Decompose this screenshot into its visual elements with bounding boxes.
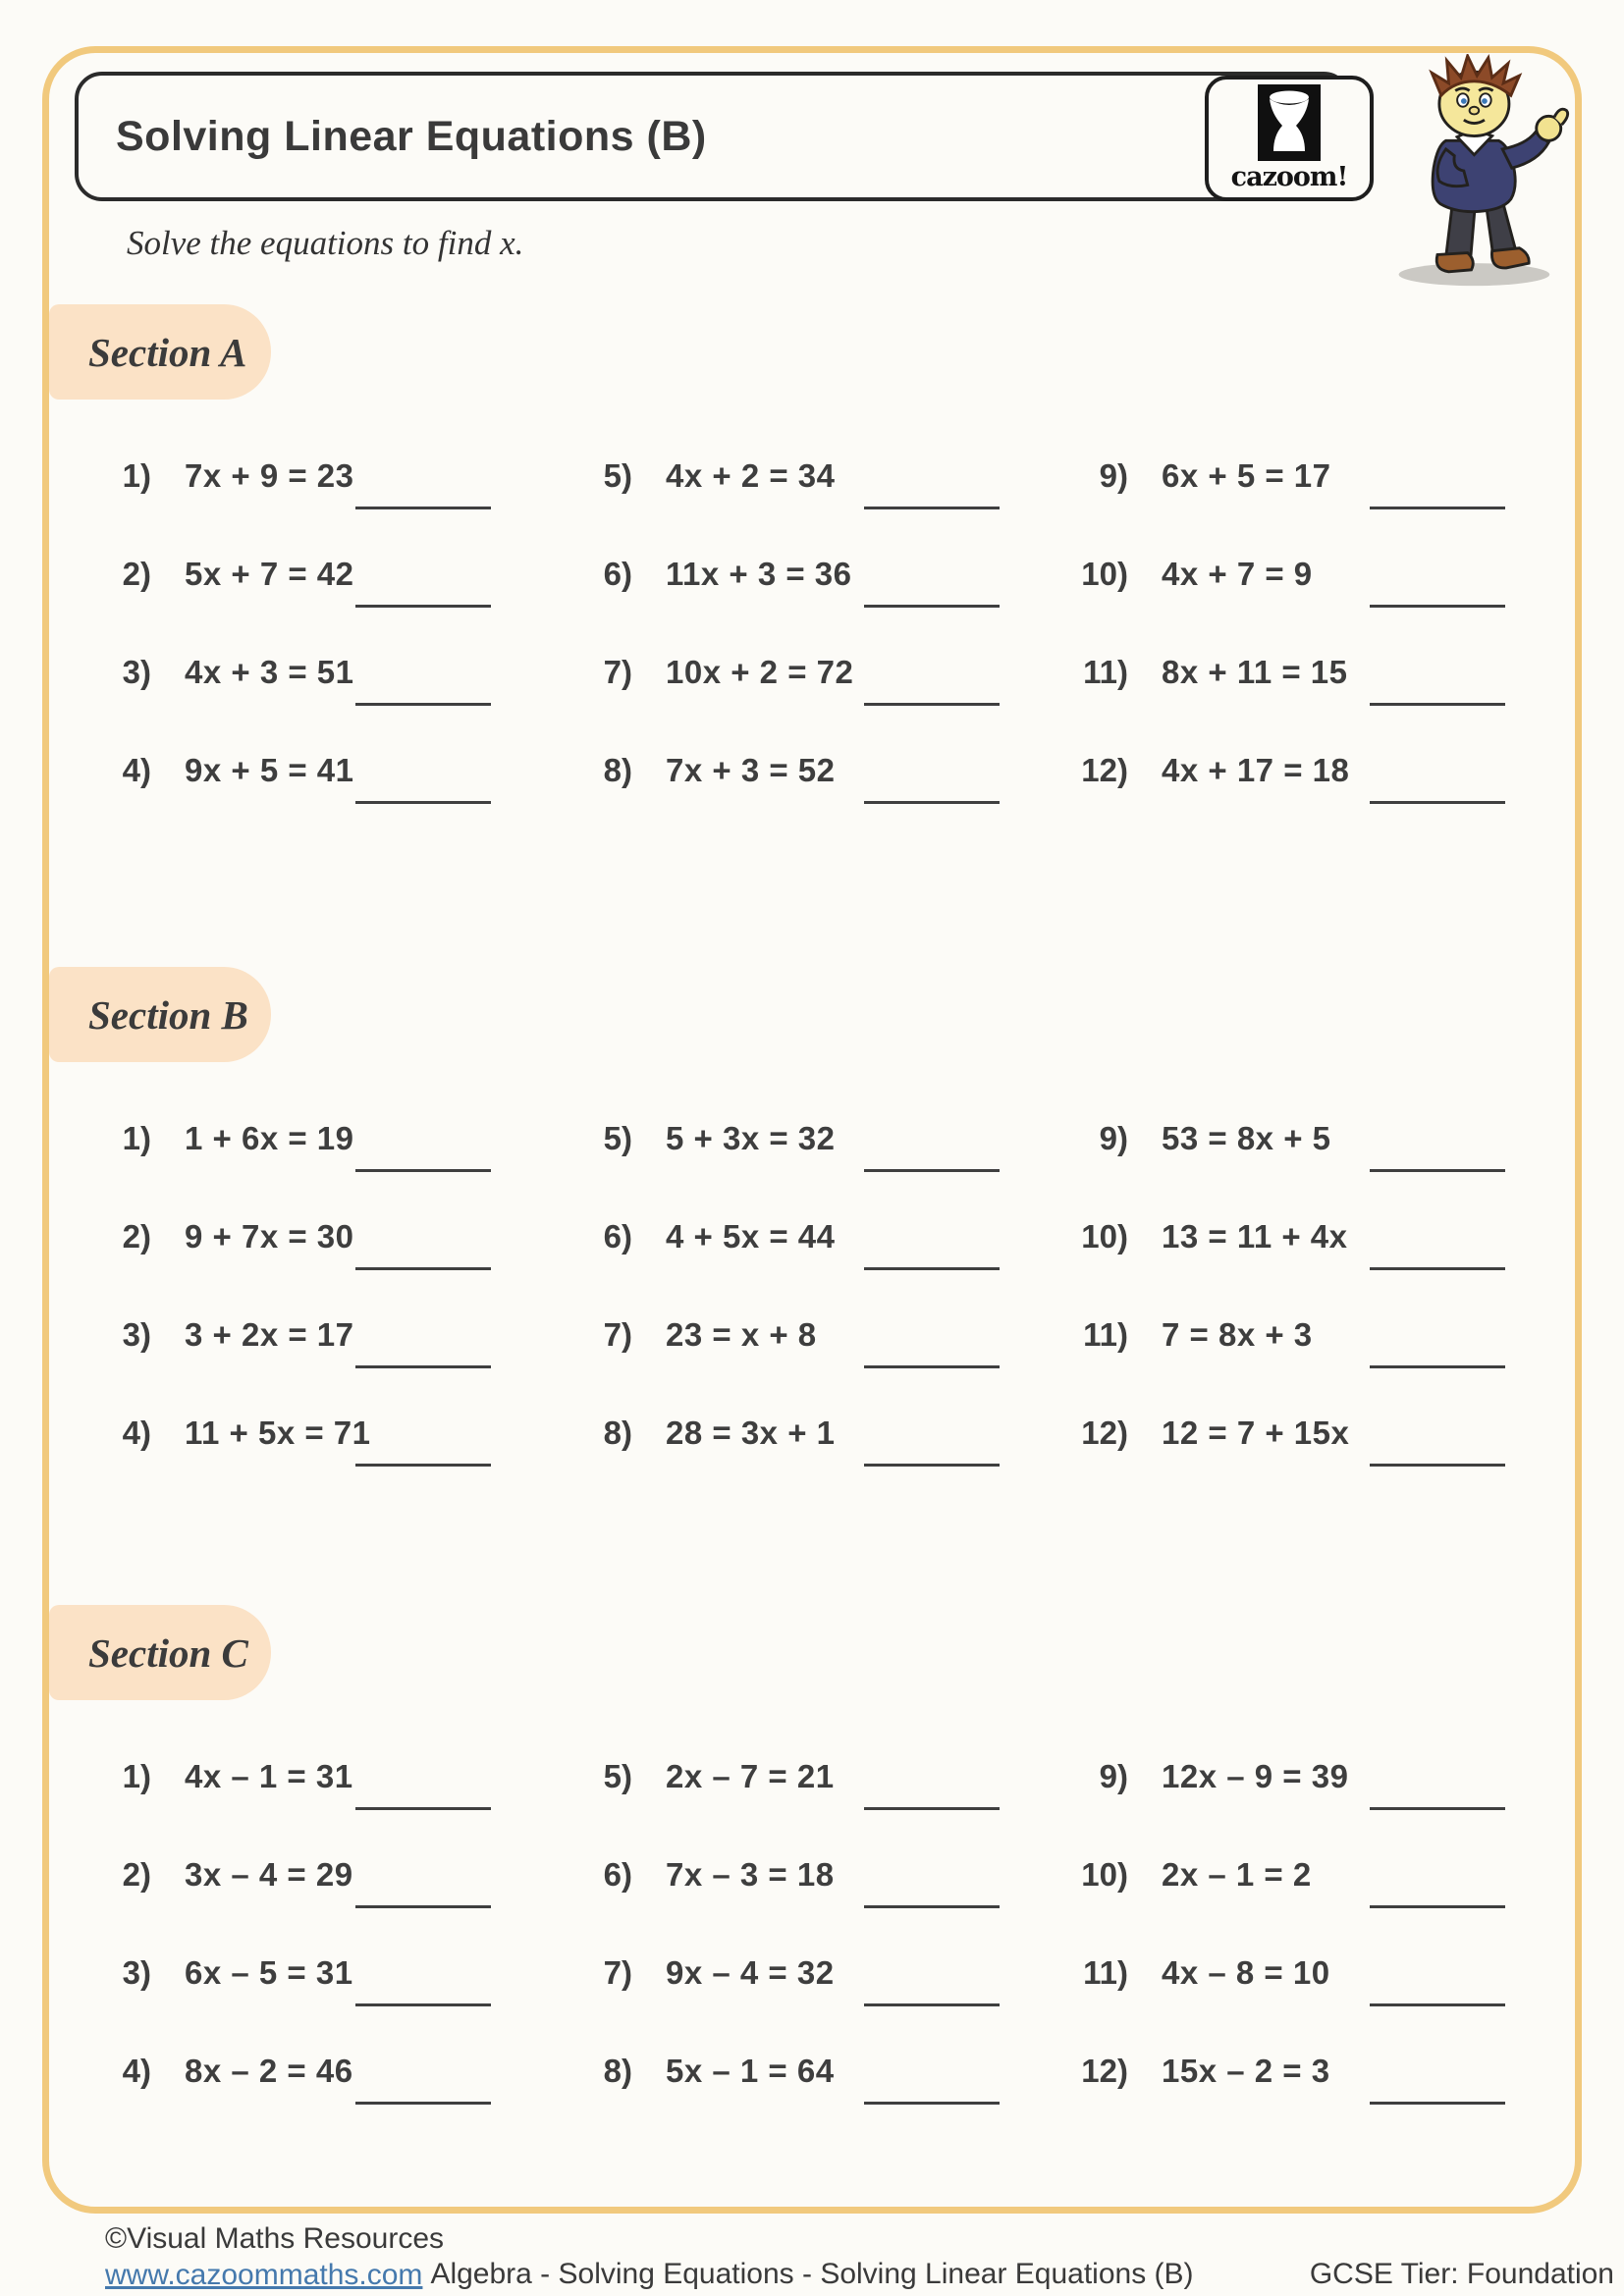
problem-number: 12)	[1081, 2053, 1128, 2089]
equation-text: 15x – 2 = 3	[1162, 2053, 1330, 2089]
equation-text: 4x – 1 = 31	[185, 1758, 353, 1794]
problem-row	[1065, 530, 1532, 628]
answer-line	[355, 1905, 491, 1908]
problem-number: 6)	[603, 1218, 632, 1255]
equation-text: 4x + 7 = 9	[1162, 556, 1313, 592]
answer-line	[1370, 1905, 1505, 1908]
problem-row	[569, 1193, 1065, 1291]
equation-text: 3x – 4 = 29	[185, 1856, 353, 1893]
mascot-boy-thumbs-up-illustration	[1380, 54, 1588, 290]
problem-row	[88, 432, 569, 530]
footer-tier-label: GCSE Tier: Foundation	[1309, 2258, 1614, 2290]
problem-row	[88, 726, 569, 825]
answer-line	[355, 1267, 491, 1270]
problem-number: 10)	[1081, 1218, 1128, 1255]
equation-text: 6x + 5 = 17	[1162, 457, 1331, 494]
problem-row	[88, 1389, 569, 1487]
equation-text: 8x + 11 = 15	[1162, 654, 1348, 690]
problem-row	[569, 1929, 1065, 2027]
problem-row	[569, 1389, 1065, 1487]
problem-number: 6)	[603, 1856, 632, 1893]
equation-text: 11x + 3 = 36	[666, 556, 852, 592]
equation-text: 13 = 11 + 4x	[1162, 1218, 1348, 1255]
problem-number: 11)	[1083, 1316, 1128, 1353]
equation-text: 4 + 5x = 44	[666, 1218, 836, 1255]
answer-line	[864, 1169, 1000, 1172]
equation-text: 9 + 7x = 30	[185, 1218, 354, 1255]
problem-row	[1065, 1193, 1532, 1291]
section-label-text: Section B	[88, 991, 248, 1038]
problem-number: 7)	[603, 1316, 632, 1353]
answer-line	[1370, 1267, 1505, 1270]
equation-text: 4x + 3 = 51	[185, 654, 354, 690]
answer-line	[1370, 2003, 1505, 2006]
answer-line	[1370, 1169, 1505, 1172]
problem-row	[569, 726, 1065, 825]
section-label-text: Section A	[88, 329, 247, 375]
equation-text: 11 + 5x = 71	[185, 1415, 371, 1451]
problem-number: 10)	[1081, 556, 1128, 592]
problem-number: 6)	[603, 556, 632, 592]
problem-number: 2)	[122, 556, 151, 592]
answer-line	[864, 2003, 1000, 2006]
equation-text: 23 = x + 8	[666, 1316, 817, 1353]
problem-number: 4)	[122, 752, 151, 788]
equation-text: 5 + 3x = 32	[666, 1120, 836, 1156]
answer-line	[864, 801, 1000, 804]
problem-row	[88, 1095, 569, 1193]
page-title: Solving Linear Equations (B)	[116, 112, 707, 160]
problem-number: 12)	[1081, 752, 1128, 788]
problem-number: 12)	[1081, 1415, 1128, 1451]
problem-row	[1065, 432, 1532, 530]
problem-number: 10)	[1081, 1856, 1128, 1893]
answer-line	[1370, 1464, 1505, 1467]
answer-line	[355, 2102, 491, 2105]
equation-text: 7x – 3 = 18	[666, 1856, 835, 1893]
problem-row	[88, 1831, 569, 1929]
equation-text: 8x – 2 = 46	[185, 2053, 353, 2089]
problem-number: 4)	[122, 2053, 151, 2089]
problem-row	[88, 1291, 569, 1389]
answer-line	[355, 2003, 491, 2006]
worksheet-title-box	[75, 72, 1351, 201]
logo-wordmark: cazoom!	[1230, 162, 1348, 192]
footer-breadcrumb: Algebra - Solving Equations - Solving Linear Equations (B)	[430, 2258, 1194, 2290]
problem-row	[1065, 2027, 1532, 2125]
equation-text: 28 = 3x + 1	[666, 1415, 836, 1451]
problem-number: 11)	[1083, 1954, 1128, 1991]
section-b	[49, 967, 1532, 1487]
answer-line	[355, 1464, 491, 1467]
problem-number: 8)	[603, 1415, 632, 1451]
problem-number: 1)	[122, 1120, 151, 1156]
answer-line	[1370, 605, 1505, 608]
problem-number: 5)	[603, 1120, 632, 1156]
answer-line	[864, 1807, 1000, 1810]
problem-row	[1065, 1095, 1532, 1193]
problem-row	[569, 1831, 1065, 1929]
copyright-text: ©Visual Maths Resources	[105, 2222, 445, 2255]
equation-text: 4x – 8 = 10	[1162, 1954, 1330, 1991]
problem-number: 9)	[1099, 457, 1128, 494]
problem-grid	[88, 1095, 1532, 1487]
equation-text: 12x – 9 = 39	[1162, 1758, 1349, 1794]
problem-number: 2)	[122, 1856, 151, 1893]
problem-row	[569, 1291, 1065, 1389]
equation-text: 10x + 2 = 72	[666, 654, 854, 690]
section-c	[49, 1605, 1532, 2125]
equation-text: 5x + 7 = 42	[185, 556, 354, 592]
answer-line	[864, 1365, 1000, 1368]
problem-row	[88, 2027, 569, 2125]
answer-line	[1370, 1807, 1505, 1810]
problem-number: 5)	[603, 1758, 632, 1794]
answer-line	[355, 1807, 491, 1810]
answer-line	[864, 605, 1000, 608]
instruction-text: Solve the equations to find x.	[127, 224, 524, 262]
drum-icon	[1258, 84, 1321, 161]
problem-number: 8)	[603, 2053, 632, 2089]
answer-line	[355, 801, 491, 804]
problem-grid	[88, 1733, 1532, 2125]
problem-number: 7)	[603, 1954, 632, 1991]
answer-line	[355, 1169, 491, 1172]
answer-line	[864, 2102, 1000, 2105]
answer-line	[355, 1365, 491, 1368]
section-label	[49, 967, 271, 1062]
problem-number: 1)	[122, 457, 151, 494]
answer-line	[1370, 703, 1505, 706]
problem-number: 3)	[122, 654, 151, 690]
problem-number: 3)	[122, 1954, 151, 1991]
problem-number: 7)	[603, 654, 632, 690]
problem-number: 4)	[122, 1415, 151, 1451]
problem-number: 9)	[1099, 1758, 1128, 1794]
problem-row	[1065, 1291, 1532, 1389]
answer-line	[1370, 801, 1505, 804]
section-a	[49, 304, 1532, 825]
equation-text: 7x + 9 = 23	[185, 457, 354, 494]
problem-number: 9)	[1099, 1120, 1128, 1156]
section-label	[49, 1605, 271, 1700]
equation-text: 4x + 2 = 34	[666, 457, 836, 494]
answer-line	[355, 703, 491, 706]
problem-number: 8)	[603, 752, 632, 788]
answer-line	[864, 507, 1000, 509]
website-link[interactable]: www.cazoommaths.com	[105, 2259, 423, 2291]
answer-line	[864, 1464, 1000, 1467]
problem-grid	[88, 432, 1532, 825]
answer-line	[1370, 2102, 1505, 2105]
problem-number: 3)	[122, 1316, 151, 1353]
problem-row	[569, 432, 1065, 530]
equation-text: 2x – 1 = 2	[1162, 1856, 1312, 1893]
problem-row	[88, 1193, 569, 1291]
answer-line	[355, 605, 491, 608]
answer-line	[355, 507, 491, 509]
problem-number: 2)	[122, 1218, 151, 1255]
problem-row	[1065, 628, 1532, 726]
answer-line	[864, 1905, 1000, 1908]
problem-row	[1065, 1389, 1532, 1487]
problem-number: 5)	[603, 457, 632, 494]
problem-row	[569, 1733, 1065, 1831]
equation-text: 53 = 8x + 5	[1162, 1120, 1331, 1156]
equation-text: 7x + 3 = 52	[666, 752, 836, 788]
problem-row	[569, 530, 1065, 628]
problem-row	[1065, 1929, 1532, 2027]
problem-row	[1065, 726, 1532, 825]
answer-line	[864, 703, 1000, 706]
problem-row	[88, 628, 569, 726]
equation-text: 3 + 2x = 17	[185, 1316, 354, 1353]
equation-text: 7 = 8x + 3	[1162, 1316, 1313, 1353]
problem-row	[569, 628, 1065, 726]
equation-text: 5x – 1 = 64	[666, 2053, 835, 2089]
equation-text: 4x + 17 = 18	[1162, 752, 1350, 788]
problem-number: 11)	[1083, 654, 1128, 690]
problem-row	[88, 1733, 569, 1831]
equation-text: 12 = 7 + 15x	[1162, 1415, 1350, 1451]
equation-text: 2x – 7 = 21	[666, 1758, 835, 1794]
section-label-text: Section C	[88, 1629, 248, 1676]
section-label	[49, 304, 271, 400]
answer-line	[864, 1267, 1000, 1270]
cazoom-logo	[1205, 76, 1374, 201]
equation-text: 1 + 6x = 19	[185, 1120, 354, 1156]
answer-line	[1370, 507, 1505, 509]
equation-text: 9x + 5 = 41	[185, 752, 354, 788]
problem-row	[1065, 1733, 1532, 1831]
problem-row	[88, 1929, 569, 2027]
problem-row	[88, 530, 569, 628]
problem-row	[569, 2027, 1065, 2125]
equation-text: 9x – 4 = 32	[666, 1954, 835, 1991]
equation-text: 6x – 5 = 31	[185, 1954, 353, 1991]
answer-line	[1370, 1365, 1505, 1368]
problem-number: 1)	[122, 1758, 151, 1794]
problem-row	[569, 1095, 1065, 1193]
problem-row	[1065, 1831, 1532, 1929]
